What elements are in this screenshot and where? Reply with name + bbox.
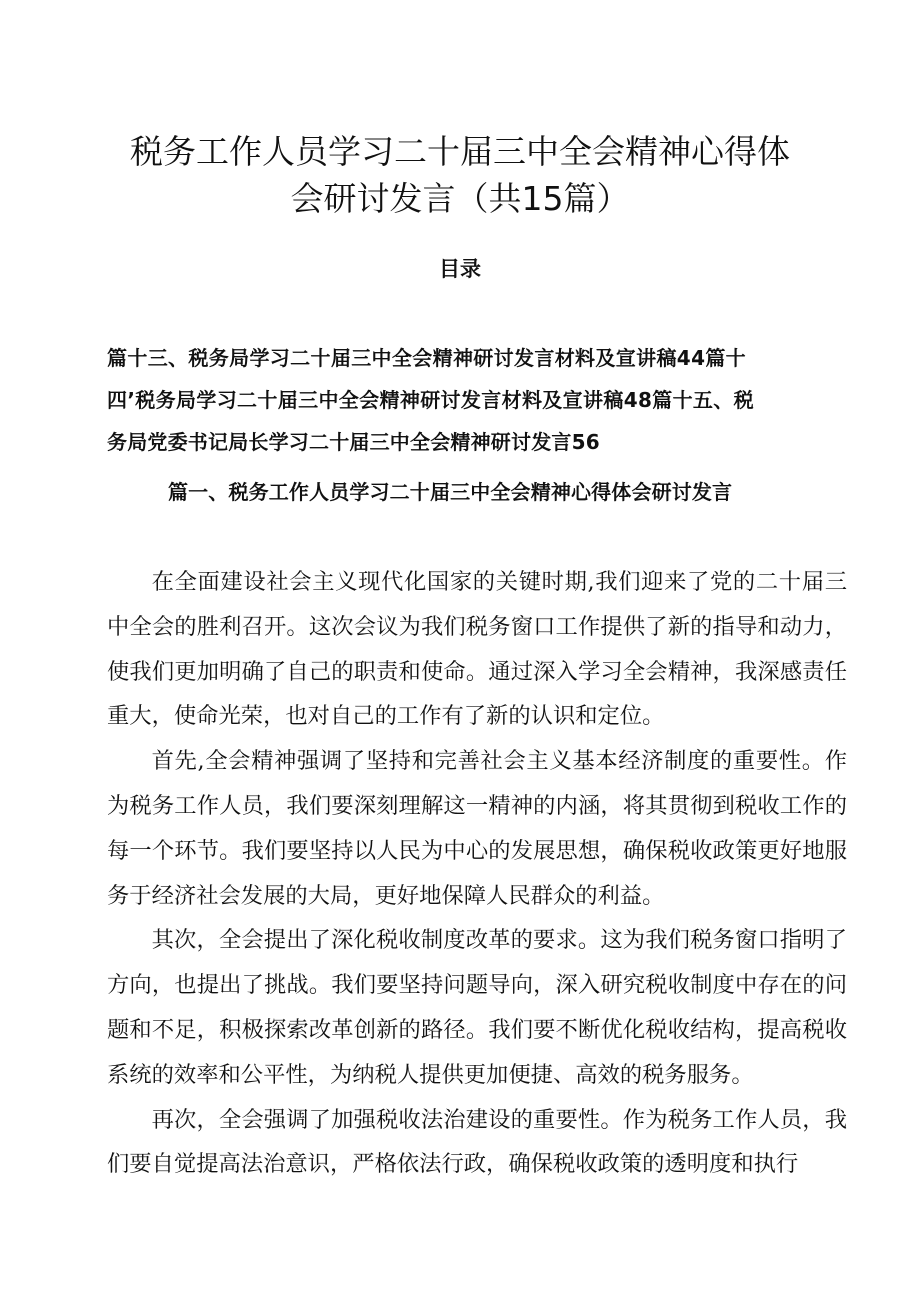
body-paragraph: 再次，全会强调了加强税收法治建设的重要性。作为税务工作人员，我们要自觉提高法治意识，严格依法行政，确保税收政策的透明度和执行 bbox=[107, 1106, 847, 1178]
body-paragraph: 首先,全会精神强调了坚持和完善社会主义基本经济制度的重要性。作为税务工作人员，我们要深刻理解这一精神的内涵，将其贯彻到税收工作的每一个环节。我们要坚持以人民为中心的发展思想，确保税收政策更好地服务于经济社会发展的大局，更好地保障人民群众的利益。 bbox=[107, 748, 847, 909]
toc-line: 篇十三、税务局学习二十届三中全会精神研讨发言材料及宣讲稿44篇十 bbox=[107, 346, 747, 370]
body-text bbox=[107, 560, 847, 1187]
body-paragraph: 在全面建设社会主义现代化国家的关键时期,我们迎来了党的二十届三中全会的胜利召开。这次会议为我们税务窗口工作提供了新的指导和动力，使我们更加明确了自己的职责和使命。通过深入学习全会精神，我深感责任重大，使命光荣，也对自己的工作有了新的认识和定位。 bbox=[107, 569, 847, 730]
body-paragraph: 其次，全会提出了深化税收制度改革的要求。这为我们税务窗口指明了方向，也提出了挑战。我们要坚持问题导向，深入研究税收制度中存在的问题和不足，积极探索改革创新的路径。我们要不断优化税收结构，提高税收系统的效率和公平性，为纳税人提供更加便捷、高效的税务服务。 bbox=[107, 927, 847, 1088]
document-title-line-2: 会研讨发言（共15篇） bbox=[290, 179, 630, 218]
document-title-line-1: 税务工作人员学习二十届三中全会精神心得体 bbox=[130, 132, 790, 171]
toc-heading: 目录 bbox=[439, 257, 481, 281]
toc-line: 四’税务局学习二十届三中全会精神研讨发言材料及宣讲稿48篇十五、税 bbox=[107, 388, 754, 412]
toc-line: 务局党委书记局长学习二十届三中全会精神研讨发言56 bbox=[107, 430, 600, 454]
section-heading: 篇一、税务工作人员学习二十届三中全会精神心得体会研讨发言 bbox=[168, 480, 733, 504]
